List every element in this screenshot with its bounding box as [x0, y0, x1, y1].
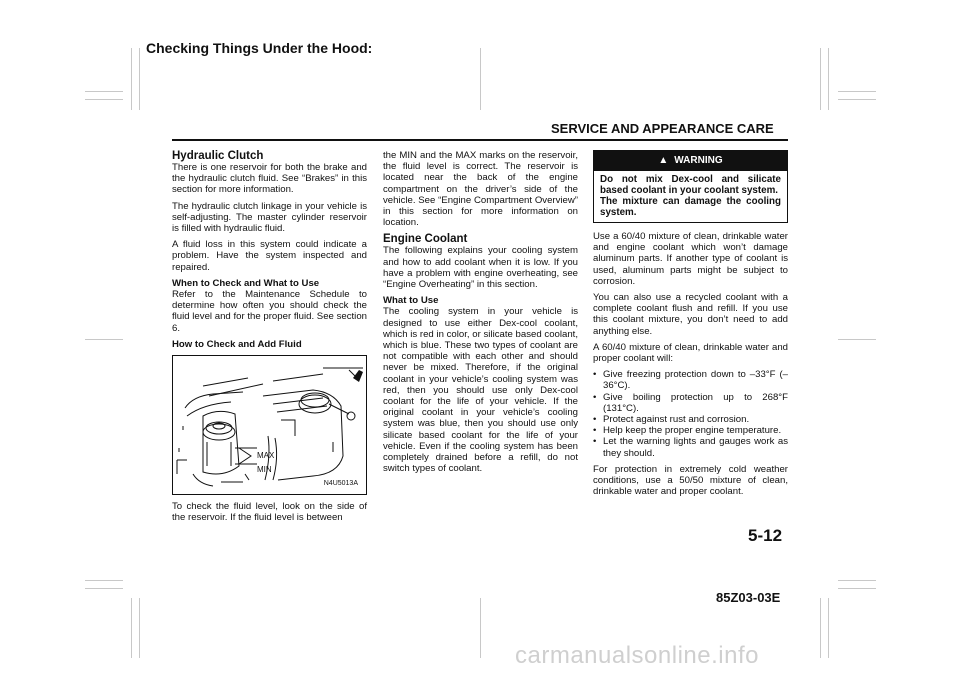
list-item: • Give boiling protection up to 268°F (131°C). — [593, 392, 788, 414]
crop-mark — [828, 48, 829, 110]
warning-line: The mixture can damage the cooling system. — [600, 196, 781, 218]
crop-mark — [838, 339, 876, 340]
heading-when-to-check: When to Check and What to Use — [172, 277, 320, 289]
paragraph: You can also use a recycled coolant with a complete coolant flush and refill. If you use this coolant mixture, you don’t need to add anything else. — [593, 292, 788, 337]
paragraph: A fluid loss in this system could indicate a problem. Have the system inspected and repaired. — [172, 239, 367, 273]
column-2 — [383, 150, 578, 479]
crop-mark — [838, 588, 876, 589]
list-item: • Help keep the proper engine temperature. — [593, 425, 788, 436]
crop-mark — [85, 99, 123, 100]
paragraph: For protection in extremely cold weather conditions, use a 50/50 mixture of clean, drinkable water and proper coolant. — [593, 463, 788, 498]
reservoir-figure — [172, 355, 367, 495]
paragraph: The following explains your cooling system and how to add coolant when it is low. If you have a problem with engine overheating, see “Engine Overheating” in this section. — [383, 245, 578, 291]
paragraph: The cooling system in your vehicle is designed to use either Dex-cool coolant, which is red in color, or silicate based coolant, which is blue. These two types of coolant are not compatible with each other and should never be mixed. Therefore, if the original coolant in your vehicle’s cooling system was red, then you should use only Dex-cool coolant for the life of your vehicle. If the original coolant in your vehicle’s cooling system was blue, then you should use only silicate based coolant for the life of your vehicle. Even if the cooling system has been completely drained before a refill, do not switch types of coolant. — [383, 306, 578, 475]
heading-what-to-use: What to Use — [383, 295, 439, 307]
crop-mark — [838, 99, 876, 100]
header-rule — [172, 139, 788, 141]
paragraph: Use a 60/40 mixture of clean, drinkable water and engine coolant which won’t damage aluminum parts. If another type of coolant is used, aluminum parts might be subject to corrosion. — [593, 231, 788, 287]
page-number: 5-12 — [748, 526, 783, 545]
crop-mark — [85, 580, 123, 581]
crop-mark — [131, 598, 132, 658]
heading-how-to-check: How to Check and Add Fluid — [172, 338, 302, 350]
warning-line: Do not mix Dex-cool and silicate based coolant in your coolant system. — [600, 174, 781, 196]
list-item: • Let the warning lights and gauges work as they should. — [593, 436, 788, 458]
warning-title: WARNING — [674, 155, 723, 166]
list-item: • Give freezing protection down to –33°F (–36°C). — [593, 369, 788, 391]
paragraph: Refer to the Maintenance Schedule to determine how often you should check the fluid level and for the proper fluid. See section 6. — [172, 289, 367, 334]
heading-engine-coolant: Engine Coolant — [383, 233, 468, 246]
crop-mark — [131, 48, 132, 110]
crop-mark — [85, 339, 123, 340]
paragraph: To check the fluid level, look on the side of the reservoir. If the fluid level is between — [172, 501, 367, 524]
min-label: MIN — [257, 465, 272, 475]
paragraph: A 60/40 mixture of clean, drinkable water and proper coolant will: — [593, 341, 788, 365]
heading-hydraulic-clutch: Hydraulic Clutch — [172, 150, 264, 162]
crop-mark — [480, 598, 481, 658]
document-code: 85Z03-03E — [716, 590, 781, 605]
crop-mark — [820, 48, 821, 110]
max-label: MAX — [257, 451, 275, 461]
watermark: carmanualsonline.info — [515, 642, 759, 669]
crop-mark — [480, 48, 481, 110]
paragraph: The hydraulic clutch linkage in your vehicle is self-adjusting. The master cylinder reservoir is filled with hydraulic fluid. — [172, 200, 367, 235]
paragraph: the MIN and the MAX marks on the reservoir, the fluid level is correct. The reservoir is located near the back of the engine compartment on the driver’s side of the vehicle. See “Engine Compartment Overview” in this section for more information on location. — [383, 150, 578, 229]
crop-mark — [85, 588, 123, 589]
warning-header — [594, 151, 787, 171]
chapter-title: Checking Things Under the Hood: — [146, 40, 373, 56]
crop-mark — [838, 580, 876, 581]
coolant-benefits-list — [593, 369, 788, 459]
list-item: • Protect against rust and corrosion. — [593, 414, 788, 425]
crop-mark — [838, 91, 876, 92]
crop-mark — [139, 598, 140, 658]
crop-mark — [85, 91, 123, 92]
paragraph: There is one reservoir for both the brake and the hydraulic clutch fluid. See “Brakes” in this section for more information. — [172, 162, 367, 196]
warning-body — [594, 171, 787, 222]
column-3 — [593, 150, 788, 502]
figure-code: N4U5013A — [323, 479, 358, 487]
column-1 — [172, 150, 367, 528]
section-title: SERVICE AND APPEARANCE CARE — [551, 121, 774, 136]
warning-icon: ▲ — [658, 155, 669, 166]
warning-box — [593, 150, 788, 223]
crop-mark — [820, 598, 821, 658]
crop-mark — [828, 598, 829, 658]
crop-mark — [139, 48, 140, 110]
